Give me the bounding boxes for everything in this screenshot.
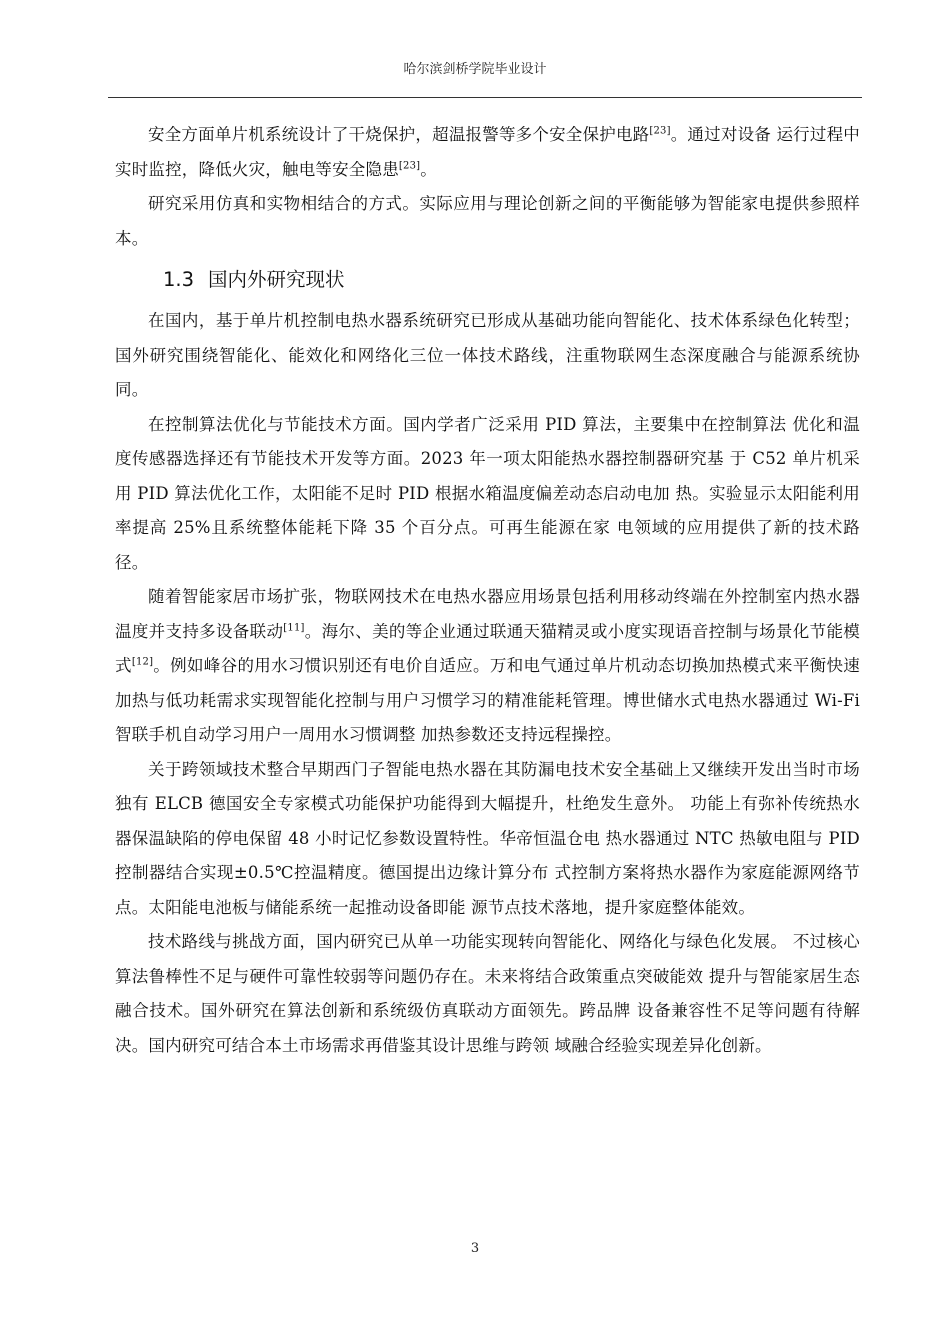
header-rule	[108, 97, 862, 98]
page-content	[115, 118, 860, 1063]
citation: [11]	[283, 622, 305, 633]
citation: [12]	[131, 656, 154, 668]
citation: [23]	[649, 125, 671, 137]
paragraph-challenges: 技术路线与挑战方面，国内研究已从单一功能实现转向智能化、网络化与绿色化发展。 不过核心算法鲁棒性不足与硬件可靠性较弱等问题仍存在。未来将结合政策重点突破能效 提升与智能家居生态融合技术。国外研究在算法创新和系统级仿真联动方面领先。跨品牌 设备兼容性不足等问题有待解决。国内研究可结合本土市场需求再借鉴其设计思维与跨领 域融合经验实现差异化创新。	[115, 932, 860, 1055]
citation: [23]	[398, 160, 421, 171]
section-heading	[163, 262, 860, 298]
paragraph-safety: 安全方面单片机系统设计了干烧保护，超温报警等多个安全保护电路[23]。通过对设备 运行过程中实时监控，降低火灾，触电等安全隐患[23]。	[115, 125, 860, 179]
paragraph-iot: 随着智能家居市场扩张，物联网技术在电热水器应用场景包括利用移动终端在外控制室内热水器温度并支持多设备联动[11]。海尔、美的等企业通过联通天猫精灵或小度实现语音控制与场景化节能模式[12]。例如峰谷的用水习惯识别还有电价自适应。万和电气通过单片机动态切换加热模式来平衡快速加热与低功耗需求实现智能化控制与用户习惯学习的精准能耗管理。博世储水式电热水器通过 Wi-Fi 智联手机自动学习用户一周用水习惯调整 加热参数还支持远程操控。	[115, 587, 861, 744]
section-number: 1.3	[163, 268, 195, 291]
paragraph-overview: 在国内，基于单片机控制电热水器系统研究已形成从基础功能向智能化、技术体系绿色化转型；国外研究围绕智能化、能效化和网络化三位一体技术路线，注重物联网生态深度融合与能源系统协同。	[115, 311, 860, 399]
paragraph-method: 研究采用仿真和实物相结合的方式。实际应用与理论创新之间的平衡能够为智能家电提供参照样本。	[115, 194, 860, 248]
section-title: 国内外研究现状	[208, 268, 345, 291]
page-header: 哈尔滨剑桥学院毕业设计	[403, 62, 547, 77]
page-number: 3	[470, 1241, 480, 1256]
paragraph-algorithm: 在控制算法优化与节能技术方面。国内学者广泛采用 PID 算法，主要集中在控制算法 优化和温度传感器选择还有节能技术开发等方面。2023 年一项太阳能热水器控制器研究基 于 C52 单片机采用 PID 算法优化工作，太阳能不足时 PID 根据水箱温度偏差动态启动电加 热。实验显示太阳能利用率提高 25%且系统整体能耗下降 35 个百分点。可再生能源在家 电领域的应用提供了新的技术路径。	[115, 414, 860, 572]
paragraph-cross-domain: 关于跨领域技术整合早期西门子智能电热水器在其防漏电技术安全基础上又继续开发出当时市场独有 ELCB 德国安全专家模式功能保护功能得到大幅提升，杜绝发生意外。 功能上有弥补传统热水器保温缺陷的停电保留 48 小时记忆参数设置特性。华帝恒温仓电 热水器通过 NTC 热敏电阻与 PID 控制器结合实现±0.5℃控温精度。德国提出边缘计算分布 式控制方案将热水器作为家庭能源网络节点。太阳能电池板与储能系统一起推动设备即能 源节点技术落地，提升家庭整体能效。	[115, 759, 860, 917]
